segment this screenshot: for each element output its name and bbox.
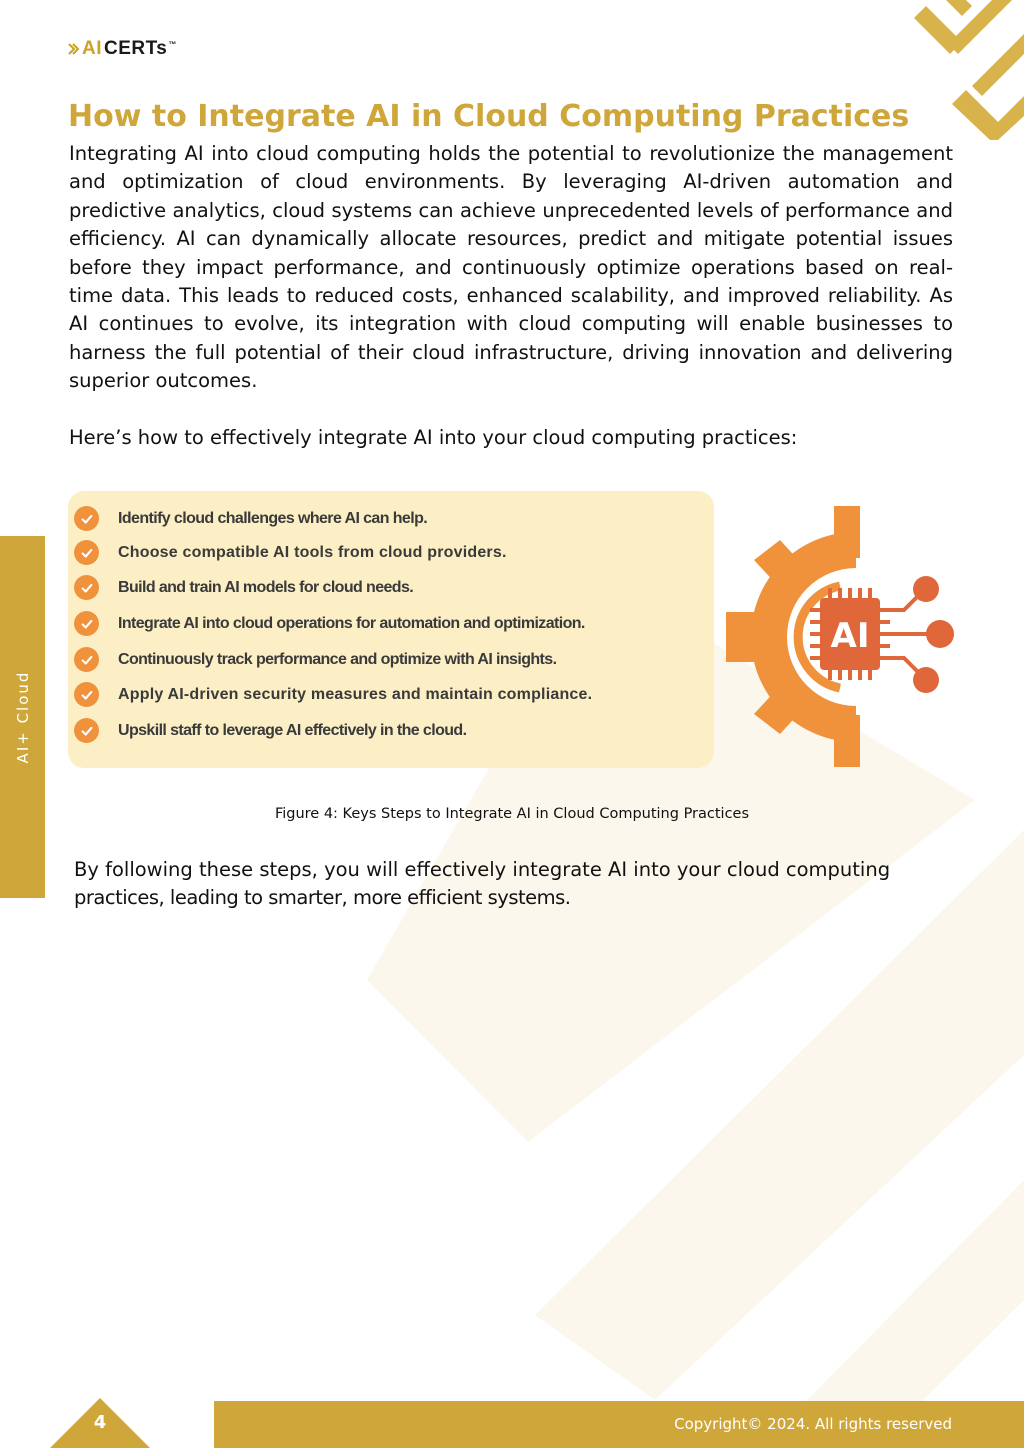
step-item (74, 647, 556, 672)
step-label: Choose compatible AI tools from cloud providers. (118, 543, 507, 561)
step-item (74, 682, 592, 707)
check-icon (74, 647, 99, 672)
logo-chevrons-icon (68, 42, 80, 56)
chip-ai-text: AI (830, 616, 870, 656)
footer-bar (214, 1401, 1024, 1448)
side-tab-label: AI+ Cloud (13, 670, 32, 764)
step-item (74, 506, 427, 531)
step-item (74, 718, 466, 743)
closing-line-1: By following these steps, you will effectively integrate AI into your cloud computing (74, 858, 891, 881)
closing-line-2: practices, leading to smarter, more efficient systems. (74, 886, 571, 910)
page-number: 4 (93, 1412, 107, 1433)
check-icon (74, 506, 99, 531)
step-label: Integrate AI into cloud operations for automation and optimization. (118, 614, 585, 632)
check-icon (74, 718, 99, 743)
logo-certs-text: CERTs™ (104, 38, 177, 59)
step-item (74, 575, 413, 600)
step-label: Upskill staff to leverage AI effectively in the cloud. (118, 721, 467, 739)
step-label: Continuously track performance and optimize with AI insights. (118, 650, 557, 668)
corner-decoration (914, 0, 1024, 140)
step-label: Build and train AI models for cloud needs. (118, 578, 414, 596)
step-label: Apply AI-driven security measures and maintain compliance. (118, 685, 593, 703)
page-title: How to Integrate AI in Cloud Computing Practices (68, 99, 910, 134)
check-icon (74, 575, 99, 600)
step-label: Identify cloud challenges where AI can help. (118, 509, 428, 527)
step-item (74, 611, 585, 636)
copyright-text: Copyright© 2024. All rights reserved (674, 1415, 952, 1433)
lead-in-text: Here’s how to effectively integrate AI into your cloud computing practices: (69, 426, 798, 449)
closing-paragraph (74, 856, 954, 913)
steps-card (68, 491, 714, 768)
intro-paragraph: Integrating AI into cloud computing holds the potential to revolutionize the management and optimization of cloud environments. By leveraging AI-driven automation and predictive analytics, cloud systems can achieve unprecedented levels of performance and efficiency. AI can dynamically allocate resources, predict and mitigate potential issues before they impact performance, and continuously optimize operations based on real-time data. This leads to reduced costs, enhanced scalability, and improved reliability. As AI continues to evolve, its integration with cloud computing will enable businesses to harness the full potential of their cloud infrastructure, driving innovation and delivering superior outcomes. (69, 142, 953, 393)
check-icon (74, 682, 99, 707)
side-section-tab (0, 536, 45, 898)
check-icon (74, 540, 99, 565)
aicerts-logo (68, 38, 177, 60)
logo-ai-text: AI (82, 38, 102, 59)
check-icon (74, 611, 99, 636)
gear-ai-chip-icon (718, 500, 958, 775)
step-item (74, 540, 507, 565)
figure-caption: Figure 4: Keys Steps to Integrate AI in Cloud Computing Practices (274, 806, 750, 822)
